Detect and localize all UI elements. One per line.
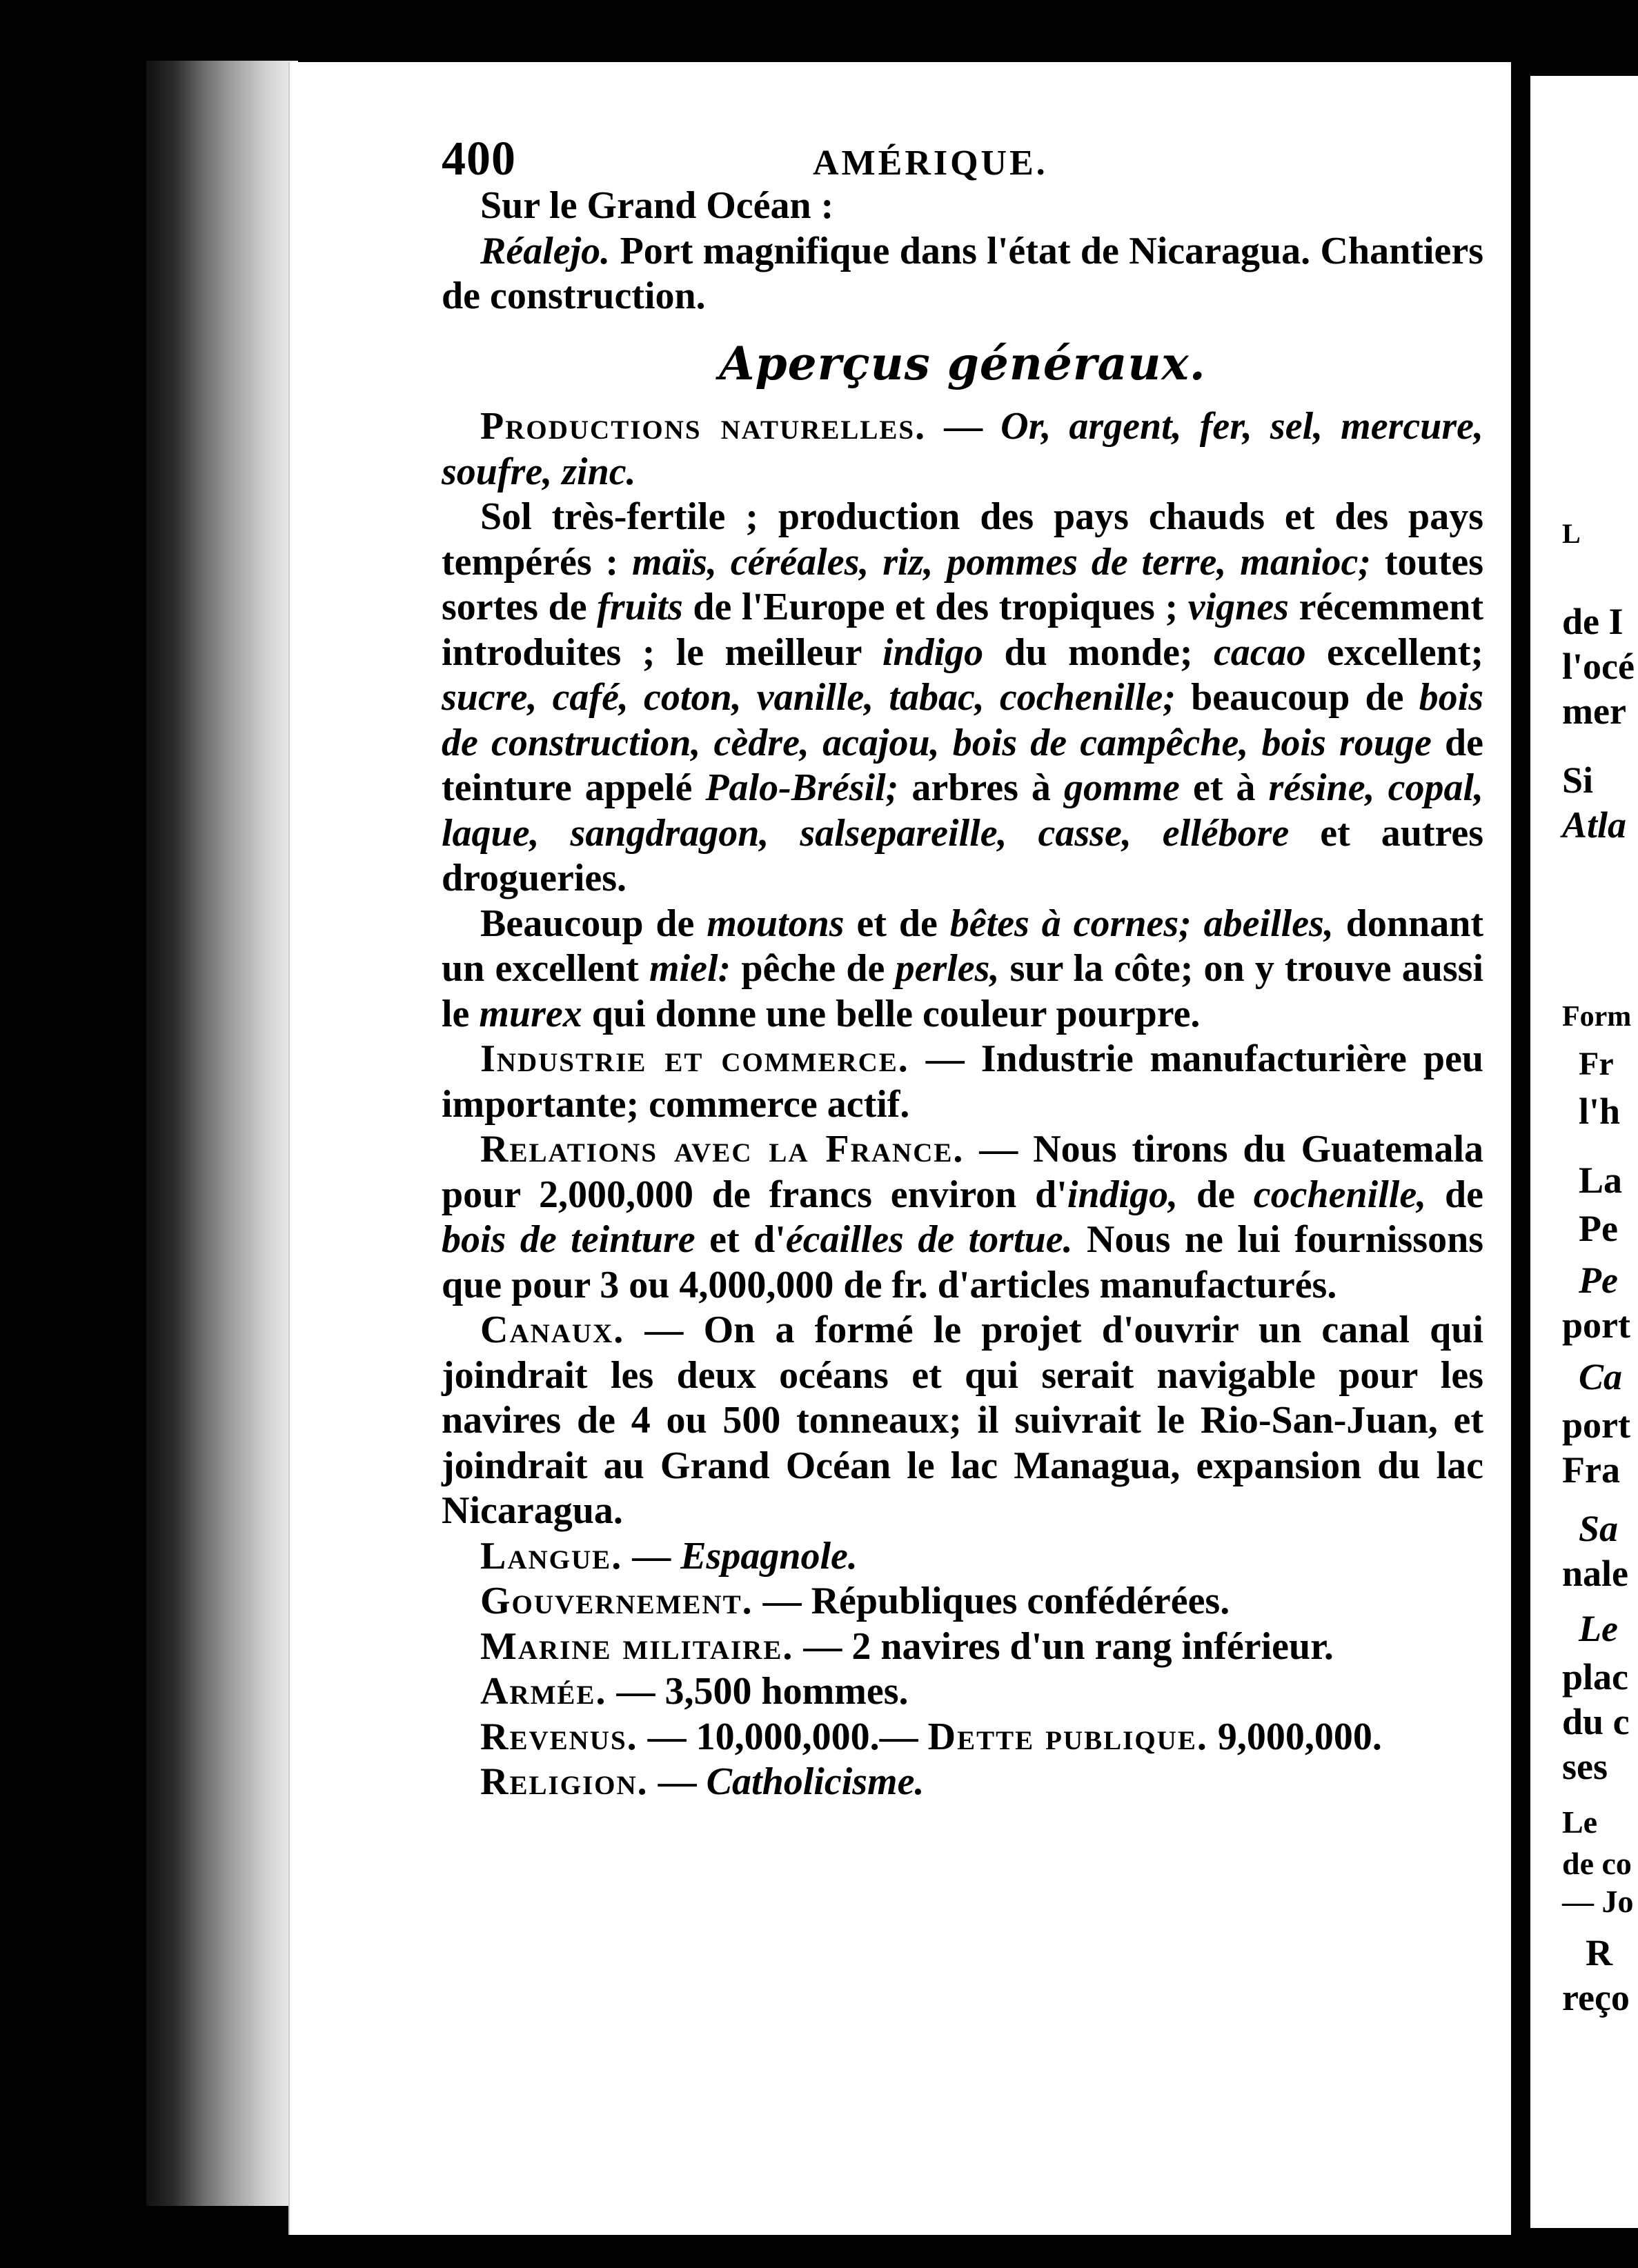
label-canaux: Canaux. bbox=[480, 1309, 625, 1351]
facing-fragment: l'h bbox=[1579, 1091, 1621, 1132]
facing-fragment: plac bbox=[1562, 1656, 1629, 1698]
label-religion: Religion. bbox=[480, 1760, 649, 1803]
label-productions: Productions naturelles. bbox=[480, 405, 927, 448]
label-industrie: Industrie et commerce. bbox=[480, 1037, 909, 1080]
facing-fragment: Si bbox=[1562, 759, 1594, 801]
label-revenus: Revenus. bbox=[480, 1715, 638, 1758]
facing-fragment: Fr bbox=[1579, 1046, 1614, 1082]
facing-page-edge bbox=[1526, 76, 1638, 2228]
label-langue: Langue. bbox=[480, 1534, 623, 1578]
facing-fragment: Ca bbox=[1579, 1356, 1623, 1397]
intro-heading: Sur le Grand Océan : bbox=[480, 184, 834, 227]
paragraph-industrie: Industrie et commerce. — Industrie manufacturière peu importante; commerce actif. bbox=[442, 1037, 1483, 1126]
paragraph-revenus: Revenus. — 10,000,000.— Dette publique. 9,000,000. bbox=[480, 1715, 1382, 1758]
facing-fragment: Atla bbox=[1562, 804, 1627, 846]
facing-fragment: La bbox=[1579, 1160, 1623, 1201]
facing-fragment: R bbox=[1586, 1932, 1612, 1973]
facing-fragment: de I bbox=[1562, 601, 1624, 642]
paragraph-marine: Marine militaire. — 2 navires d'un rang inférieur. bbox=[480, 1624, 1334, 1668]
label-gouvernement: Gouvernement. bbox=[480, 1580, 753, 1622]
facing-fragment: Le bbox=[1562, 1804, 1598, 1840]
facing-fragment: nale bbox=[1562, 1553, 1629, 1594]
facing-fragment: du c bbox=[1562, 1701, 1630, 1742]
facing-fragment: Le bbox=[1579, 1608, 1618, 1649]
facing-fragment: Fra bbox=[1562, 1449, 1620, 1491]
facing-fragment: mer bbox=[1562, 690, 1626, 732]
binding-gutter bbox=[146, 61, 298, 2206]
paragraph-realejo: Réalejo. Port magnifique dans l'état de Nicaragua. Chantiers de construction. bbox=[442, 229, 1483, 317]
page-number: 400 bbox=[442, 132, 516, 186]
facing-fragment: de co bbox=[1562, 1846, 1632, 1881]
label-dette: Dette publique. bbox=[927, 1715, 1208, 1758]
paragraph-productions: Productions naturelles. — Or, argent, fer, sel, mercure, soufre, zinc. bbox=[442, 405, 1484, 493]
label-marine: Marine militaire. bbox=[480, 1624, 794, 1668]
facing-fragment: port bbox=[1562, 1304, 1630, 1346]
facing-fragment: ses bbox=[1562, 1746, 1608, 1787]
facing-fragment: port bbox=[1562, 1404, 1630, 1446]
page-text bbox=[442, 132, 1484, 1805]
paragraph-armee: Armée. — 3,500 hommes. bbox=[480, 1670, 909, 1713]
paragraph-religion: Religion. — Catholicisme. bbox=[480, 1760, 925, 1803]
label-relations: Relations avec la France. bbox=[480, 1128, 965, 1171]
paragraph-animaux: Beaucoup de moutons et de bêtes à cornes; abeilles, donnant un excellent miel: pêche de perles, sur la côte; on y trouve aussi le murex qui donne une belle couleur pourpre. bbox=[442, 902, 1484, 1035]
facing-fragment: Form bbox=[1562, 1001, 1632, 1033]
section-title: Aperçus généraux. bbox=[719, 336, 1206, 390]
facing-fragment: Sa bbox=[1579, 1508, 1619, 1549]
paragraph-gouvernement: Gouvernement. — Républiques confédérées. bbox=[480, 1580, 1230, 1622]
facing-fragment: Pe bbox=[1579, 1260, 1618, 1301]
facing-fragment: reço bbox=[1562, 1977, 1630, 2018]
facing-fragment: L bbox=[1562, 518, 1581, 549]
paragraph-langue: Langue. — Espagnole. bbox=[480, 1534, 858, 1578]
facing-fragment: — Jo bbox=[1562, 1884, 1634, 1919]
running-head: AMÉRIQUE. bbox=[813, 143, 1048, 183]
page-header bbox=[442, 132, 1483, 186]
paragraph-canaux: Canaux. — On a formé le projet d'ouvrir un canal qui joindrait les deux océans et qui serait navigable pour les navires de 4 ou 500 tonneaux; il suivrait le Rio-San-Juan, et joindrait au Grand Océan le lac Managua, expansion du lac Nicaragua. bbox=[442, 1309, 1483, 1532]
facing-fragment: Pe bbox=[1579, 1208, 1618, 1249]
label-armee: Armée. bbox=[480, 1670, 607, 1713]
paragraph-sol: Sol très-fertile ; production des pays chauds et des pays tempérés : maïs, céréales, riz, pommes de terre, manioc; toutes sortes de fruits de l'Europe et des tropiques ; vignes récemment introduites ; le meilleur indigo du monde; cacao excellent; sucre, café, coton, vanille, tabac, cochenille; beaucoup de bois de construction, cèdre, acajou, bois de campêche, bois rouge de teinture appelé Palo-Brésil; arbres à gomme et à résine, copal, laque, sangdragon, salsepareille, casse, ellébore et autres drogueries. bbox=[442, 495, 1484, 899]
paragraph-relations: Relations avec la France. — Nous tirons du Guatemala pour 2,000,000 de francs environ d'indigo, de cochenille, de bois de teinture et d'écailles de tortue. Nous ne lui fournissons que pour 3 ou 4,000,000 de fr. d'articles manufacturés. bbox=[442, 1128, 1484, 1306]
facing-fragment: l'océ bbox=[1562, 646, 1635, 687]
